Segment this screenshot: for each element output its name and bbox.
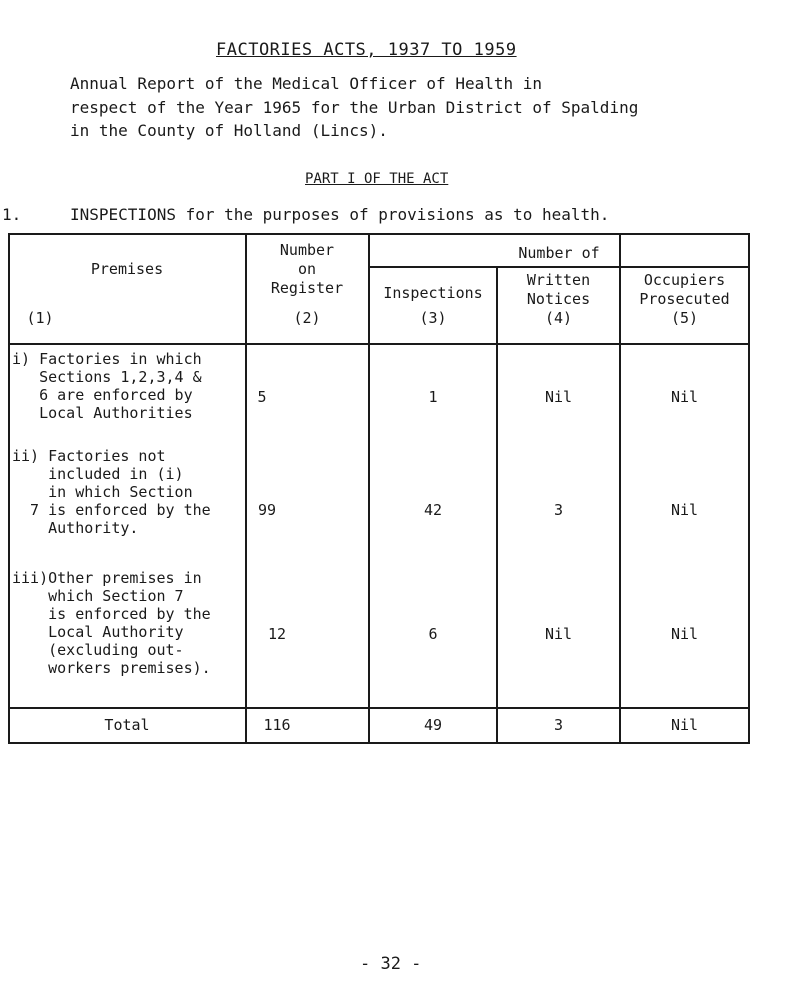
table-top-border: [8, 233, 750, 235]
total-prosecuted: Nil: [670, 716, 699, 734]
row-1-label-3: 6 are enforced by: [12, 386, 193, 404]
number-of-divider: [368, 266, 750, 268]
row-2-inspections: 42: [423, 501, 443, 519]
row-2-notices: 3: [553, 501, 564, 519]
header-bottom-border: [8, 343, 750, 345]
row-2-register: 99: [257, 501, 277, 519]
header-inspections-num: (3): [419, 309, 447, 327]
row-2-label-1: ii) Factories not: [12, 447, 166, 465]
row-3-inspections: 6: [428, 625, 438, 643]
section-number: 1.: [2, 205, 22, 224]
row-1-label-4: Local Authorities: [12, 404, 193, 422]
document-heading: FACTORIES ACTS, 1937 TO 1959: [216, 40, 517, 60]
row-1-label-2: Sections 1,2,3,4 &: [12, 368, 202, 386]
total-top-border: [8, 707, 750, 709]
row-3-label-6: workers premises).: [12, 659, 211, 677]
row-2-label-5: Authority.: [12, 519, 139, 537]
header-register-1: Number: [279, 241, 335, 259]
section-title: INSPECTIONS for the purposes of provisions as to health.: [70, 205, 610, 224]
header-notices-2: Notices: [526, 290, 591, 308]
header-occupiers-num: (5): [670, 309, 699, 327]
header-register-num: (2): [293, 309, 321, 327]
row-3-label-1: iii)Other premises in: [12, 569, 202, 587]
row-3-label-5: (excluding out-: [12, 641, 184, 659]
header-notices-1: Written: [526, 271, 591, 289]
row-3-prosecuted: Nil: [670, 625, 699, 643]
row-2-label-2: included in (i): [12, 465, 184, 483]
total-register: 116: [263, 716, 291, 734]
header-notices-num: (4): [544, 309, 573, 327]
row-2-label-3: in which Section: [12, 483, 193, 501]
header-premises: Premises: [90, 260, 164, 278]
intro-line-3: in the County of Holland (Lincs).: [70, 121, 388, 140]
row-2-label-4: 7 is enforced by the: [12, 501, 211, 519]
intro-line-2: respect of the Year 1965 for the Urban District of Spalding: [70, 98, 639, 117]
row-1-register: 5: [257, 388, 267, 406]
total-notices: 3: [553, 716, 564, 734]
header-register-2: on: [297, 260, 317, 278]
row-3-label-3: is enforced by the: [12, 605, 211, 623]
header-occupiers-2: Prosecuted: [639, 290, 730, 308]
row-1-inspections: 1: [428, 388, 438, 406]
header-premises-num: (1): [26, 309, 54, 327]
header-occupiers-1: Occupiers: [643, 271, 726, 289]
row-3-label-4: Local Authority: [12, 623, 184, 641]
section-heading: [2, 205, 609, 224]
part-heading: PART I OF THE ACT: [305, 171, 449, 187]
row-3-notices: Nil: [544, 625, 573, 643]
row-3-register: 12: [267, 625, 287, 643]
header-number-of: Number of: [518, 244, 600, 262]
table-bottom-border: [8, 742, 750, 744]
row-1-prosecuted: Nil: [670, 388, 699, 406]
header-inspections: Inspections: [383, 284, 483, 302]
total-label: Total: [104, 716, 150, 734]
row-2-prosecuted: Nil: [670, 501, 699, 519]
intro-line-1: Annual Report of the Medical Officer of Health in: [70, 74, 543, 93]
row-1-notices: Nil: [544, 388, 573, 406]
page-number: - 32 -: [360, 954, 422, 974]
row-3-label-2: which Section 7: [12, 587, 184, 605]
header-register-3: Register: [270, 279, 344, 297]
col-border-right: [748, 233, 750, 744]
total-inspections: 49: [423, 716, 443, 734]
row-1-label-1: i) Factories in which: [12, 350, 202, 368]
